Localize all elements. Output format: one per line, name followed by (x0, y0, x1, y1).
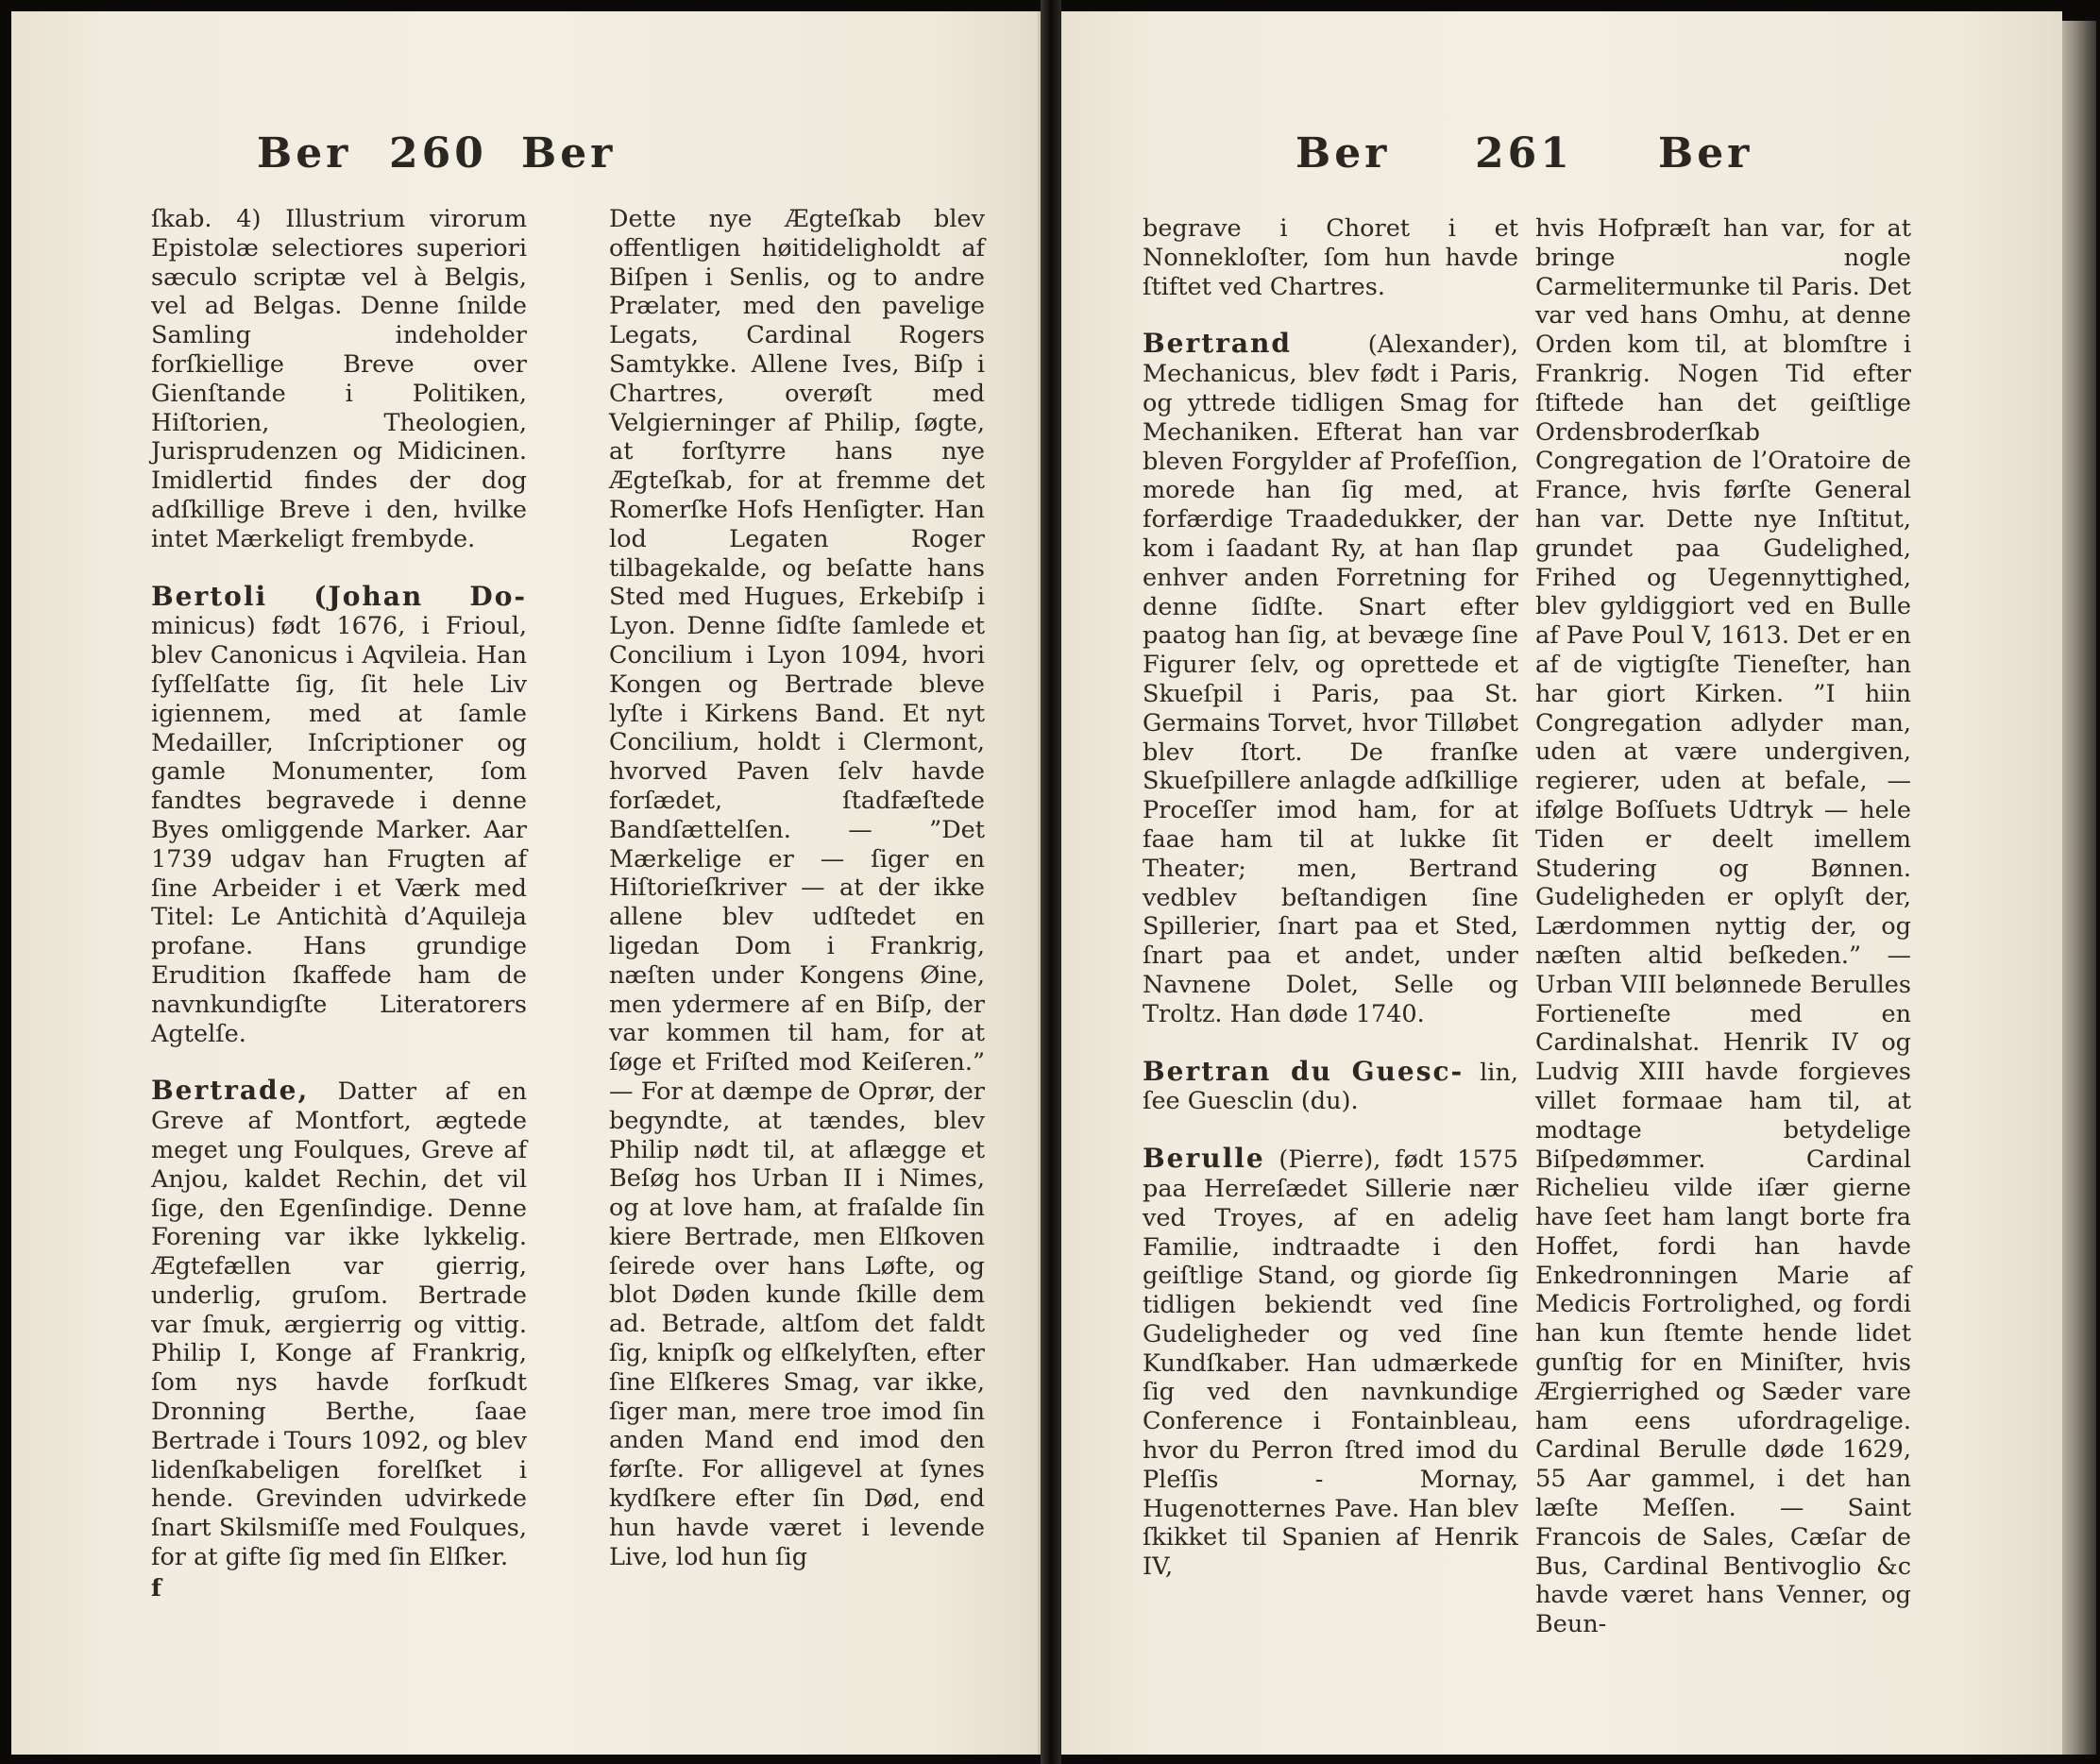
entry-bertrand (1143, 330, 1518, 1028)
paragraph: hvis Hofpræſt han var, for at bringe nogle Carmelitermunke til Paris. Det var ved hans Omhu, at denne Orden kom til, at blomſtre i Frankrig. Nogen Tid efter ſtiftede han det geiſtlige Ordensbroderſkab Congregation de l’Oratoire de France, hvis førſte General han var. Dette nye Inſtitut, grundet paa Gudelighed, Frihed og Uegennyttighed, blev gyldiggiort ved en Bulle af Pave Poul V, 1613. Det er en af de vigtigſte Tieneſter, han har giort Kirken. ”I hiin Congregation adlyder man, uden at være undergiven, regierer, uden at befale, — ifølge Boſſuets Udtryk — hele Tiden er deelt imellem Studering og Bønnen. Gudeligheden er oplyſt der, Lærdommen nyttig der, og næſten altid beſkeden.” — Urban VIII belønnede Berulles Fortieneſte med en Cardinalshat. Henrik IV og Ludvig XIII havde forgieves villet formaae ham til, at modtage betydelige Biſpedømmer. Cardinal Richelieu vilde iſær gierne have ſeet ham langt borte fra Hoffet, fordi han havde Enkedronningen Marie af Medicis Fortrolighed, og fordi han kun ſtemte hende lidet gunſtig for en Miniſter, hvis Ærgierrighed og Sæder vare ham eens ufordragelige. Cardinal Berulle døde 1629, 55 Aar gammel, i det han læſte Meſſen. — Saint Francois de Sales, Cæſar de Bus, Cardinal Bentivoglio &c havde været hans Venner, og Beun- (1535, 214, 1911, 1639)
entry-text: (Alexander), Mechanicus, blev født i Paris, og yttrede tidligen Smag for Mechaniken. Efterat han var bleven Forgylder af Profeſſion, morede han ſig med, at forfærdige Traadedukker, der kom i ſaadant Ry, at han ſlap enhver anden Forretning for denne ſidſte. Snart efter paatog han ſig, at bevæge ſine Figurer ſelv, og oprettede et Skueſpil i Paris, paa St. Germains Torvet, hvor Tilløbet blev ſtort. De franſke Skueſpillere anlagde adſkillige Proceſſer imod ham, for at faae ham til at lukke ſit Theater; men, Bertrand vedblev beſtandigen ſine Spillerier, ſnart paa et Sted, ſnart paa et andet, under Navnene Dolet, Selle og Troltz. Han døde 1740. (1143, 331, 1518, 1028)
entry-headword: Berulle (1143, 1143, 1265, 1175)
entry-text: minicus) født 1676, i Frioul, blev Canonicus i Aqvileia. Han ſyſſelſatte ſig, ſit hele Liv igiennem, med at ſamle Medailler, Inſcriptioner og gamle Monumenter, ſom fandtes begravede i denne Byes omliggende Marker. Aar 1739 udgav han Frugten af ſine Arbeider i et Værk med Titel: Le Antichità d’Aquileja profane. Hans grundige Erudition ſkaffede ham de navnkundigſte Literatorers Agtelſe. (151, 612, 527, 1048)
entry-headword: Bertrand (1143, 328, 1292, 360)
left-page-header (11, 129, 1041, 186)
left-page-column-1 (151, 205, 527, 1603)
paragraph: Dette nye Ægteſkab blev offentligen høitideligholdt af Biſpen i Senlis, og to andre Prælater, med den pavelige Legats, Cardinal Rogers Samtykke. Allene Ives, Biſp i Chartres, overøſt med Velgierninger af Philip, ſøgte, at forſtyrre hans nye Ægteſkab, for at fremme det Romerſke Hofs Henſigter. Han lod Legaten Roger tilbagekalde, og beſatte hans Sted med Hugues, Erkebiſp i Lyon. Denne ſidſte ſamlede et Concilium i Lyon 1094, hvori Kongen og Bertrade bleve lyſte i Kirkens Band. Et nyt Concilium, holdt i Clermont, hvorved Paven ſelv havde forſædet, ſtadfæſtede Bandſættelſen. — ”Det Mærkelige er — ſiger en Hiſtorieſkriver — at der ikke allene blev udſtedet en ligedan Dom i Frankrig, næſten under Kongens Øine, men ydermere af en Biſp, der var kommen til ham, for at ſøge et Friſted mod Keiſeren.” — For at dæmpe de Oprør, der begyndte, at tændes, blev Philip nødt til, at aflægge et Beſøg hos Urban II i Nimes, og at love ham, at fraſalde ſin kiere Bertrade, men Elſkoven ſeirede over hans Løfte, og blot Døden kunde ſkille dem ad. Betrade, altſom det faldt ſig, knipſk og elſkelyſten, efter ſine Elſkeres Smag, var ikke, ſiger man, mere troe imod ſin anden Mand end imod den førſte. For alligevel at ſynes kydſkere efter ſin Død, end hun havde været i levende Live, lod hun ſig (609, 205, 985, 1571)
page-number: 260 (389, 129, 487, 178)
signature-mark: f (151, 1573, 161, 1603)
page-edge (2062, 21, 2096, 1755)
paragraph: begrave i Choret i et Nonnekloſter, ſom hun havde ſtiftet ved Chartres. (1143, 214, 1518, 301)
entry-headword: Bertran du Guesc- (1143, 1055, 1465, 1087)
right-page-header (1061, 129, 2062, 186)
header-catchword-right: Ber (1658, 129, 1753, 178)
left-page (11, 11, 1041, 1755)
right-page-column-1 (1143, 214, 1518, 1610)
paragraph: ſkab. 4) Illustrium virorum Epistolæ selectiores superiori sæculo scriptæ vel à Belgis, vel ad Belgas. Denne ſnilde Samling indeholder forſkiellige Breve over Gienſtande i Politiken, Hiſtorien, Theologien, Jurisprudenzen og Midicinen. Imidlertid findes der dog adſkillige Breve i den, hvilke intet Mærkeligt frembyde. (151, 205, 527, 553)
header-catchword-right: Ber (521, 129, 617, 178)
entry-headword: Bertrade, (151, 1075, 310, 1107)
left-page-column-2 (609, 205, 985, 1600)
header-catchword-left: Ber (257, 129, 352, 178)
entry-bertoli (151, 580, 527, 1049)
entry-bertrade (151, 1077, 527, 1572)
entry-text: Datter af en Greve af Montfort, ægtede meget ung Foulques, Greve af Anjou, kaldet Rechin, det vil ſige, den Egenſindige. Denne Forening var ikke lykkelig. Ægtefællen var gierrig, underlig, gruſom. Bertrade var ſmuk, ærgierrig og vittig. Philip I, Konge af Frankrig, ſom nys havde forſkudt Dronning Berthe, ſaae Bertrade i Tours 1092, og blev lidenſkabeligen forelſket i hende. Grevinden udvirkede ſnart Skilsmiſſe med Foulques, for at gifte ſig med ſin Elſker. (151, 1077, 527, 1572)
entry-bertran-du-guesclin (1143, 1055, 1518, 1117)
entry-text: lin, ſee Guesclin (du). (1143, 1058, 1518, 1116)
entry-text: (Pierre), født 1575 paa Herreſædet Sillerie nær ved Troyes, af en adelig Familie, indtraadte i den geiſtlige Stand, og giorde ſig tidligen bekiendt ved ſine Gudeligheder og ved ſine Kundſkaber. Han udmærkede ſig ved den navnkundige Conference i Fontainbleau, hvor du Perron ſtred imod du Pleſſis - Mornay, Hugenotternes Pave. Han blev ſkikket til Spanien af Henrik IV, (1143, 1145, 1518, 1582)
header-catchword-left: Ber (1296, 129, 1391, 178)
right-page (1061, 11, 2062, 1755)
right-page-column-2 (1535, 214, 1911, 1668)
book-gutter (1041, 0, 1061, 1764)
page-number: 261 (1475, 129, 1573, 178)
entry-headword: Bertoli (Johan Do- (151, 580, 527, 612)
entry-berulle (1143, 1145, 1518, 1582)
